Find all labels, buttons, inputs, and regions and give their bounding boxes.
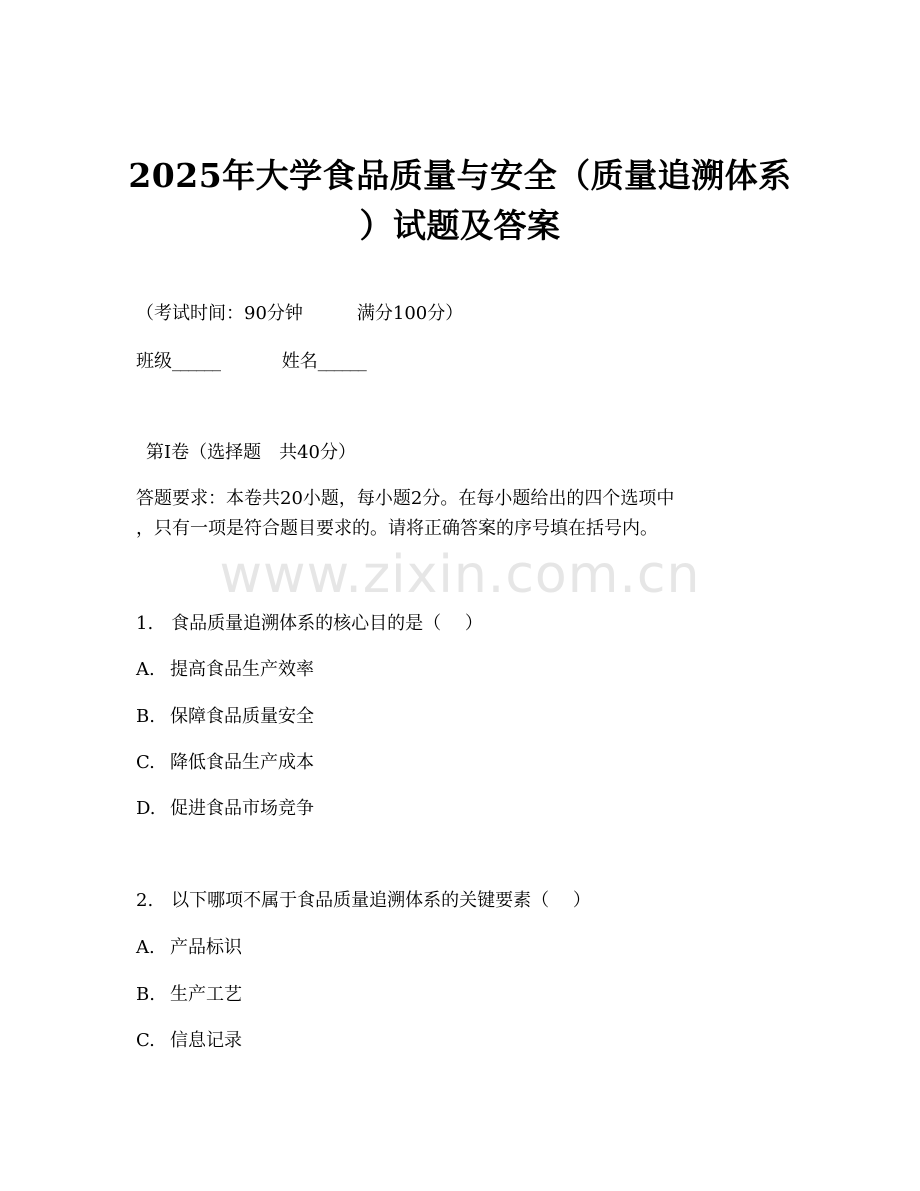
document-title-line-2: ）试题及答案 [359, 206, 561, 245]
option-text: 产品标识 [170, 937, 242, 958]
option-a [136, 657, 314, 683]
option-letter: A. [136, 659, 155, 680]
option-text: 提高食品生产效率 [170, 659, 314, 680]
instructions-line-1: 答题要求：本卷共20小题，每小题2分。在每小题给出的四个选项中 [136, 488, 675, 509]
option-letter: B. [136, 706, 155, 727]
option-letter: C. [136, 752, 155, 773]
student-fields [136, 349, 366, 375]
option-c [136, 750, 314, 776]
option-letter: D. [136, 798, 156, 819]
class-blank: ______ [172, 351, 220, 372]
class-label: 班级 [136, 351, 172, 372]
section-heading: 第I卷（选择题 共40分） [146, 442, 357, 463]
option-letter: B. [136, 984, 155, 1005]
option-c [136, 1028, 242, 1054]
option-d [136, 796, 314, 822]
option-letter: A. [136, 937, 155, 958]
question-stem: 2. 以下哪项不属于食品质量追溯体系的关键要素（ ） [136, 890, 591, 911]
option-text: 降低食品生产成本 [170, 752, 314, 773]
option-text: 生产工艺 [170, 984, 242, 1005]
option-b [136, 704, 314, 730]
watermark: www.zixin.com.cn [219, 545, 701, 605]
option-text: 信息记录 [170, 1030, 242, 1051]
exam-info: （考试时间：90分钟 满分100分） [136, 303, 464, 324]
option-text: 促进食品市场竞争 [170, 798, 314, 819]
name-label: 姓名 [281, 351, 318, 372]
name-blank: ______ [317, 351, 366, 372]
option-b [136, 982, 242, 1008]
document-title-line-1: 2025年大学食品质量与安全（质量追溯体系 [128, 156, 792, 195]
question-stem: 1. 食品质量追溯体系的核心目的是（ ） [136, 613, 483, 634]
option-letter: C. [136, 1030, 155, 1051]
option-text: 保障食品质量安全 [170, 706, 314, 727]
option-a [136, 935, 242, 961]
instructions-line-2: ，只有一项是符合题目要求的。请将正确答案的序号填在括号内。 [136, 518, 658, 539]
